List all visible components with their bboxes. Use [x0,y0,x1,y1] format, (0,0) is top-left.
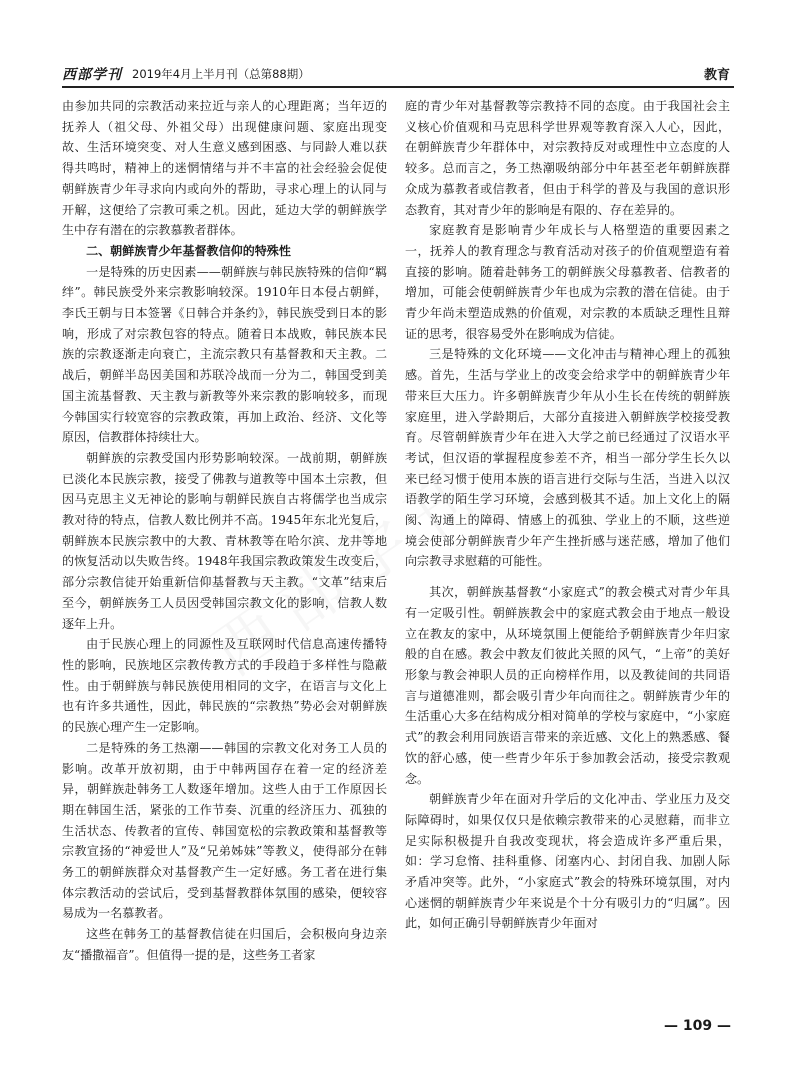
right-column [405,96,730,934]
paragraph: 朝鲜族的宗教受国内形势影响较深。一战前期，朝鲜族已淡化本民族宗教，接受了佛教与道教等中国本土宗教，但因马克思主义无神论的影响与朝鲜民族自古将儒学也当成宗教对待的特点，信教人数比例并不高。1945年东北光复后，朝鲜族本民族宗教中的大教、青林教等在哈尔滨、龙井等地的恢复活动以失败告终。1948年我国宗教政策发生改变后，部分宗教信徒开始重新信仰基督教与天主教。“文革”结束后至今，朝鲜族务工人员因受韩国宗教文化的影响，信教人数逐年上升。 [62,450,387,631]
header-rule [62,86,734,88]
section-label: 教育 [703,68,730,83]
paragraph: 家庭教育是影响青少年成长与人格塑造的重要因素之一，抚养人的教育理念与教育活动对孩子的价值观塑造有着直接的影响。随着赴韩务工的朝鲜族父母慕教者、信教者的增加，可能会使朝鲜族青少年也成为宗教的潜在信徒。由于青少年尚未塑造成熟的价值观，对宗教的本质缺乏理性且辩证的思考，很容易受外在影响成为信徒。 [405,223,730,341]
left-column [62,96,387,966]
paragraph: 由参加共同的宗教活动来拉近与亲人的心理距离；当年迈的抚养人（祖父母、外祖父母）出现健康问题、家庭出现变故、生活环境突变、对人生意义感到困惑、与同龄人难以获得共鸣时，精神上的迷惘情绪与并不丰富的社会经验会促使朝鲜族青少年寻求向内或向外的帮助，寻求心理上的认同与开解，这便给了宗教可乘之机。因此，延边大学的朝鲜族学生中存有潜在的宗教慕教者群体。 [62,99,387,238]
paragraph: 三是特殊的文化环境——文化冲击与精神心理上的孤独感。首先，生活与学业上的改变会给求学中的朝鲜族青少年带来巨大压力。许多朝鲜族青少年从小生长在传统的朝鲜族家庭里，进入学龄期后，大部分直接进入朝鲜族学校接受教育。尽管朝鲜族青少年在进入大学之前已经通过了汉语水平考试，但汉语的掌握程度参差不齐，相当一部分学生长久以来已经习惯于使用本族的语言进行交际与生活，当进入以汉语教学的陌生学习环境，会感到极其不适。加上文化上的隔阂、沟通上的障碍、情感上的孤独、学业上的不顺，这些逆境会使部分朝鲜族青少年产生挫折感与迷茫感，增加了他们向宗教寻求慰藉的可能性。 [405,347,730,569]
paragraph: 由于民族心理上的同源性及互联网时代信息高速传播特性的影响，民族地区宗教传教方式的手段趋于多样性与隐蔽性。由于朝鲜族与韩民族使用相同的文字，在语言与文化上也有许多共通性，因此，韩民族的“宗教热”势必会对朝鲜族的民族心理产生一定影响。 [62,637,387,735]
page-number: — 109 — [664,1018,731,1034]
paragraph: 朝鲜族青少年在面对升学后的文化冲击、学业压力及交际障碍时，如果仅仅只是依赖宗教带来的心灵慰藉，而非立足实际积极提升自我改变现状，将会造成许多严重后果，如：学习怠惰、挂科重修、闭塞内心、封闭自我、加剧人际矛盾冲突等。此外，“小家庭式”教会的特殊环境氛围，对内心迷惘的朝鲜族青少年来说是个十分有吸引力的“归属”。因此，如何正确引导朝鲜族青少年面对 [405,792,730,931]
running-header [62,62,734,84]
paragraph: 这些在韩务工的基督教信徒在归国后，会积极向身边亲友“播撒福音”。但值得一提的是，这些务工者家 [62,927,387,962]
paragraph: 其次，朝鲜族基督教“小家庭式”的教会模式对青少年具有一定吸引性。朝鲜族教会中的家庭式教会由于地点一般设立在教友的家中，从环境氛围上便能给予朝鲜族青少年归家般的自在感。教会中教友们彼此关照的风气，“上帝”的美好形象与教会神职人员的正向榜样作用，以及教徒间的共同语言与道德准则，都会吸引青少年向而往之。朝鲜族青少年的生活重心大多在结构成分相对简单的学校与家庭中，“小家庭式”的教会利用同族语言带来的亲近感、文化上的熟悉感、餐饮的舒心感，使一些青少年乐于参加教会活动，接受宗教观念。 [405,585,730,786]
paragraph: 一是特殊的历史因素——朝鲜族与韩民族特殊的信仰“羁绊”。韩民族受外来宗教影响较深。1910年日本侵占朝鲜，李氏王朝与日本签署《日韩合并条约》，韩民族受到日本的影响，形成了对宗教包容的特点。随着日本战败，韩民族本民族的宗教逐渐走向衰亡，主流宗教只有基督教和天主教。二战后，朝鲜半岛因美国和苏联冷战而一分为二，韩国受到美国主流基督教、天主教与新教等外来宗教的影响较多，而现今韩国实行较宽容的宗教政策，再加上政治、经济、文化等原因，信教群体持续壮大。 [62,264,387,445]
paragraph-spacer [405,572,730,582]
section-heading: 二、朝鲜族青少年基督教信仰的特殊性 [86,243,291,258]
issue-info: 2019年4月上半月刊（总第88期） [132,67,310,81]
paragraph: 庭的青少年对基督教等宗教持不同的态度。由于我国社会主义核心价值观和马克思科学世界观等教育深入人心，因此，在朝鲜族青少年群体中，对宗教持反对或理性中立态度的人较多。总而言之，务工热潮吸纳部分中年甚至老年朝鲜族群众成为慕教者或信教者，但由于科学的普及与我国的意识形态教育，其对青少年的影响是有限的、存在差异的。 [405,99,730,217]
journal-name: 西部学刊 [62,67,122,83]
paragraph: 二是特殊的务工热潮——韩国的宗教文化对务工人员的影响。改革开放初期，由于中韩两国存在着一定的经济差异，朝鲜族赴韩务工人数逐年增加。这些人由于工作原因长期在韩国生活，紧张的工作节奏、沉重的经济压力、孤独的生活状态、传教者的宣传、韩国宽松的宗教政策和基督教等宗教宣扬的“神爱世人”及“兄弟姊妹”等教义，使得部分在韩务工的朝鲜族群众对基督教产生一定好感。务工者在进行集体宗教活动的尝试后，受到基督教群体氛围的感染，便较容易成为一名慕教者。 [62,740,387,921]
